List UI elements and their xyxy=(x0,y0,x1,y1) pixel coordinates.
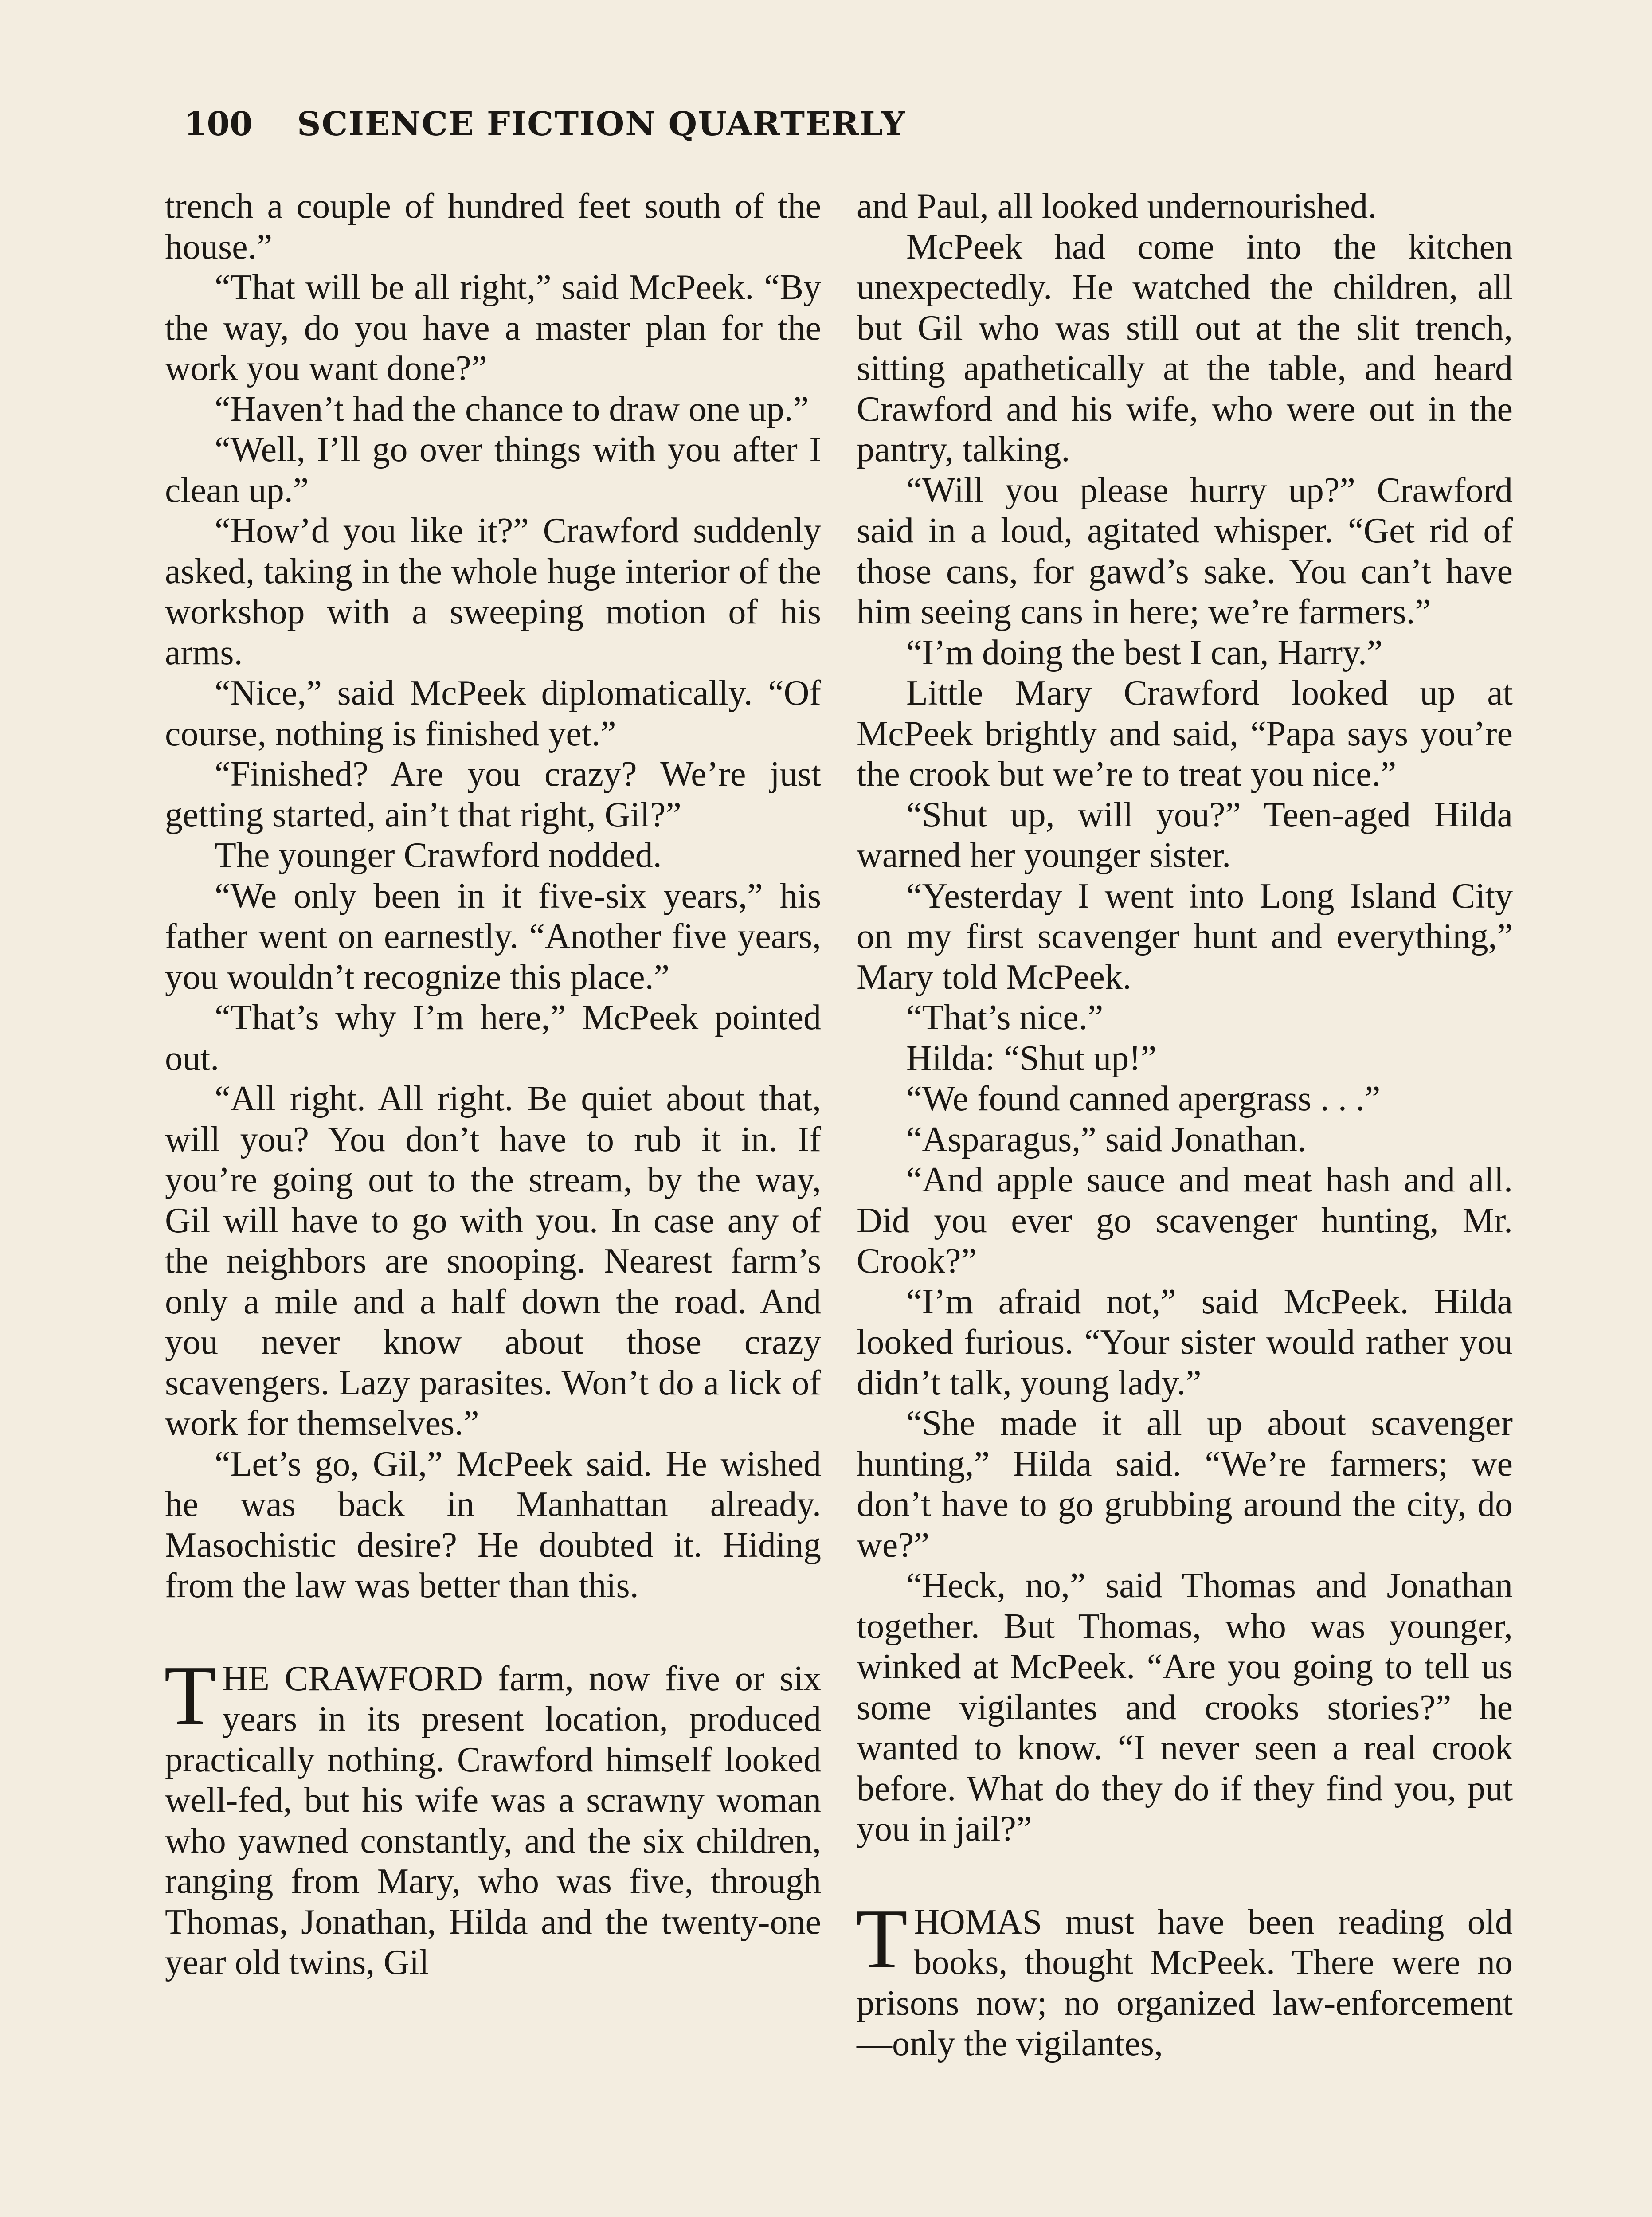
paragraph-text: trench a couple of hundred feet south of the house.” xyxy=(165,187,821,266)
paragraph xyxy=(165,998,821,1079)
paragraph-text: “Well, I’ll go over things with you after I clean up.” xyxy=(165,430,821,510)
paragraph xyxy=(857,1403,1513,1566)
paragraph xyxy=(857,1566,1513,1850)
paragraph-text: “Nice,” said McPeek diplomatically. “Of course, nothing is finished yet.” xyxy=(165,674,821,753)
right-text-column xyxy=(857,186,1513,2064)
paragraph-text: “Heck, no,” said Thomas and Jonathan together. But Thomas, who was younger, winked at McPeek. “Are you going to tell us some vigilantes and crooks stories?” he wanted to know. “I never seen a real crook before. What do they do if they find you, put you in jail?” xyxy=(857,1566,1513,1849)
paragraph xyxy=(857,1038,1513,1079)
paragraph-text: “She made it all up about scavenger hunting,” Hilda said. “We’re farmers; we don’t have to go grubbing around the city, do we?” xyxy=(857,1404,1513,1565)
paragraph-text: “Will you please hurry up?” Crawford said in a loud, agitated whisper. “Get rid of those cans, for gawd’s sake. You can’t have him seeing cans in here; we’re farmers.” xyxy=(857,470,1513,631)
drop-cap: T xyxy=(856,1891,908,1986)
paragraph-text: “Yesterday I went into Long Island City on my first scavenger hunt and everything,” Mary told McPeek. xyxy=(857,876,1513,997)
paragraph-text: “That’s nice.” xyxy=(906,998,1104,1037)
drop-cap: T xyxy=(164,1648,216,1743)
magazine-title: SCIENCE FICTION QUARTERLY xyxy=(297,105,906,143)
paragraph xyxy=(857,795,1513,876)
paragraph xyxy=(165,1444,821,1606)
paragraph xyxy=(165,186,821,267)
paragraph-text: “We found canned apergrass . . .” xyxy=(906,1079,1381,1118)
paragraph-text: “We only been in it five-six years,” his father went on earnestly. “Another five years, you wouldn’t recognize this place.” xyxy=(165,876,821,997)
paragraph xyxy=(857,1120,1513,1160)
paragraph-text: “Shut up, will you?” Teen-aged Hilda warned her younger sister. xyxy=(857,795,1513,875)
paragraph xyxy=(857,673,1513,795)
paragraph-text: McPeek had come into the kitchen unexpectedly. He watched the children, all but Gil who was still out at the slit trench, sitting apathetically at the table, and heard Crawford and his wife, who were out in the pantry, talking. xyxy=(857,227,1513,469)
paragraph-text: HE CRAWFORD farm, now five or six years in its present location, produced practically nothing. Crawford himself looked well-fed, but his wife was a scrawny woman who yawned constantly, and the six children, ranging from Mary, who was five, through Thomas, Jonathan, Hilda and the twenty-one year old twins, Gil xyxy=(165,1659,821,1982)
paragraph-text: “How’d you like it?” Crawford suddenly asked, taking in the whole huge interior of the workshop with a sweeping motion of his arms. xyxy=(165,511,821,672)
paragraph-text: “That’s why I’m here,” McPeek pointed out. xyxy=(165,998,821,1078)
paragraph-text: Little Mary Crawford looked up at McPeek brightly and said, “Papa says you’re the crook but we’re to treat you nice.” xyxy=(857,674,1513,794)
paragraph-text: “Let’s go, Gil,” McPeek said. He wished he was back in Manhattan already. Masochistic desire? He doubted it. Hiding from the law was better than this. xyxy=(165,1444,821,1605)
paragraph xyxy=(857,186,1513,227)
paragraph-text: The younger Crawford nodded. xyxy=(215,836,662,875)
paragraph-text: Hilda: “Shut up!” xyxy=(906,1038,1157,1078)
paragraph xyxy=(165,267,821,389)
paragraph xyxy=(165,1079,821,1444)
paragraph xyxy=(165,876,821,998)
paragraph-text: “And apple sauce and meat hash and all. Did you ever go scavenger hunting, Mr. Crook?” xyxy=(857,1160,1513,1281)
paragraph-text: “I’m afraid not,” said McPeek. Hilda looked furious. “Your sister would rather you didn’t talk, young lady.” xyxy=(857,1282,1513,1402)
paragraph-text: “Haven’t had the chance to draw one up.” xyxy=(215,389,809,429)
paragraph-text: “Asparagus,” said Jonathan. xyxy=(906,1120,1306,1159)
paragraph xyxy=(165,511,821,673)
paragraph xyxy=(165,389,821,430)
running-head xyxy=(184,100,1169,149)
paragraph xyxy=(857,633,1513,674)
paragraph xyxy=(857,1079,1513,1120)
paragraph-text: and Paul, all looked undernourished. xyxy=(857,187,1377,226)
paragraph xyxy=(857,876,1513,998)
paragraph xyxy=(165,835,821,876)
paragraph xyxy=(165,673,821,754)
paragraph xyxy=(857,1160,1513,1282)
paragraph xyxy=(857,227,1513,470)
paragraph xyxy=(857,470,1513,633)
paragraph xyxy=(857,998,1513,1038)
paragraph xyxy=(857,1282,1513,1404)
paragraph xyxy=(164,1648,821,1983)
paragraph xyxy=(856,1891,1513,2064)
paragraph-text: “All right. All right. Be quiet about that, will you? You don’t have to rub it in. If you’re going out to the stream, by the way, Gil will have to go with you. In case any of the neighbors are snooping. Nearest farm’s only a mile and a half down the road. And you never know about those crazy scavengers. Lazy parasites. Won’t do a lick of work for themselves.” xyxy=(165,1079,821,1443)
paragraph xyxy=(165,754,821,835)
paragraph-text: “Finished? Are you crazy? We’re just getting started, ain’t that right, Gil?” xyxy=(165,755,821,834)
paragraph-text: “I’m doing the best I can, Harry.” xyxy=(906,633,1383,672)
paragraph-text: “That will be all right,” said McPeek. “By the way, do you have a master plan for the work you want done?” xyxy=(165,268,821,388)
page-number: 100 xyxy=(184,105,253,143)
paragraph-text: HOMAS must have been reading old books, thought McPeek. There were no prisons now; no organized law-enforcement—only the vigilantes, xyxy=(857,1902,1513,2063)
left-text-column xyxy=(165,186,821,1983)
paragraph xyxy=(165,430,821,511)
